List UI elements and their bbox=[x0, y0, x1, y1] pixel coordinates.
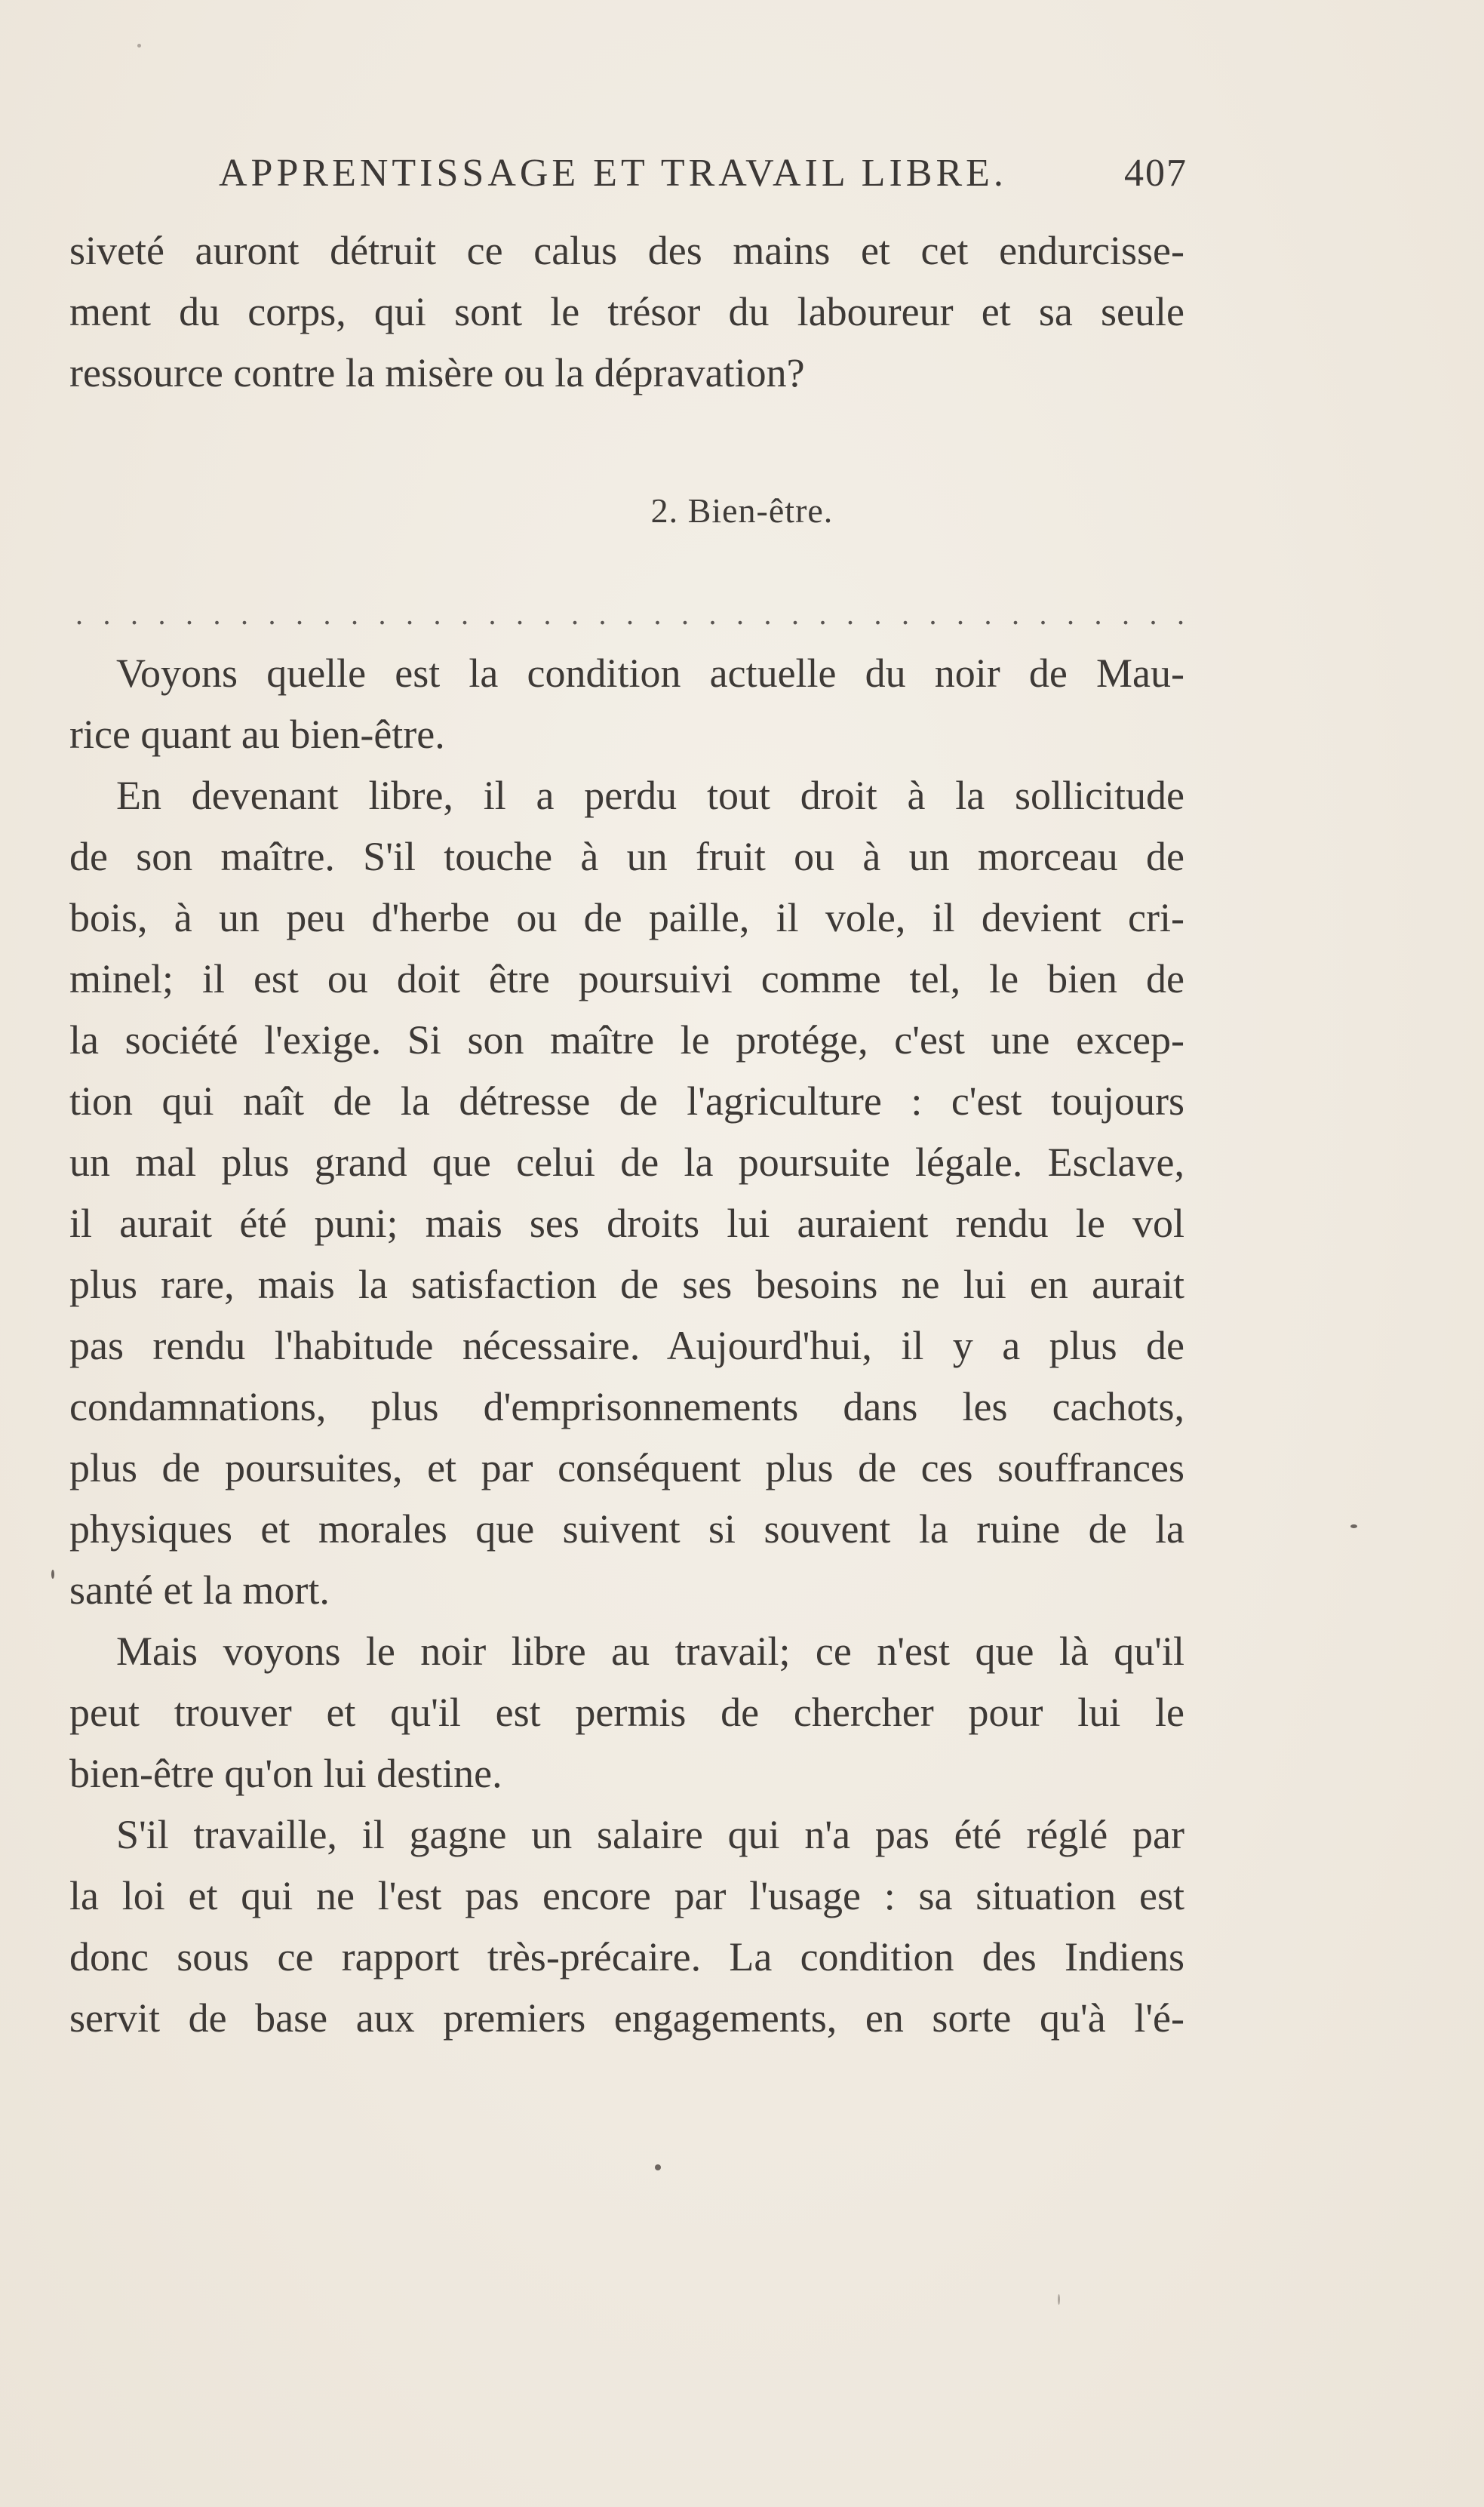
paper-speck bbox=[655, 2164, 661, 2170]
text-line: peut trouver et qu'il est permis de chercher pour lui le bbox=[69, 1690, 1184, 1735]
text-line: il aurait été puni; mais ses droits lui auraient rendu le vol bbox=[69, 1201, 1184, 1246]
opening-paragraph bbox=[69, 220, 1184, 404]
text-line: physiques et morales que suivent si souvent la ruine de la bbox=[69, 1506, 1184, 1552]
text-line: bien-être qu'on lui destine. bbox=[69, 1751, 502, 1796]
body-text bbox=[69, 643, 1184, 2049]
text-line: ment du corps, qui sont le trésor du laboureur et sa seule bbox=[69, 289, 1184, 334]
text-line: plus rare, mais la satisfaction de ses besoins ne lui en aurait bbox=[69, 1262, 1184, 1307]
text-line: ressource contre la misère ou la dépravation? bbox=[69, 350, 805, 395]
paper-speck bbox=[137, 44, 141, 48]
text-line: S'il travaille, il gagne un salaire qui n'a pas été réglé par bbox=[116, 1812, 1184, 1857]
section-heading: 2. Bien-être. bbox=[650, 491, 834, 530]
text-line: pas rendu l'habitude nécessaire. Aujourd'hui, il y a plus de bbox=[69, 1323, 1184, 1368]
text-line: Mais voyons le noir libre au travail; ce n'est que là qu'il bbox=[116, 1629, 1184, 1674]
page-number: 407 bbox=[1124, 152, 1188, 195]
running-head bbox=[219, 151, 1200, 204]
paper-speck bbox=[1350, 1524, 1357, 1528]
text-line: donc sous ce rapport très-précaire. La condition des Indiens bbox=[69, 1934, 1184, 1979]
text-line: la société l'exige. Si son maître le protége, c'est une excep- bbox=[69, 1017, 1184, 1063]
text-line: rice quant au bien-être. bbox=[69, 712, 445, 757]
text-line: siveté auront détruit ce calus des mains et cet endurcisse- bbox=[69, 228, 1184, 273]
text-line: bois, à un peu d'herbe ou de paille, il vole, il devient cri- bbox=[69, 895, 1184, 940]
text-line: tion qui naît de la détresse de l'agriculture : c'est toujours bbox=[69, 1078, 1184, 1124]
text-line: minel; il est ou doit être poursuivi comme tel, le bien de bbox=[69, 956, 1184, 1001]
text-line: un mal plus grand que celui de la poursuite légale. Esclave, bbox=[69, 1140, 1184, 1185]
paper-speck bbox=[51, 1570, 54, 1579]
text-line: plus de poursuites, et par conséquent plus de ces souffrances bbox=[69, 1445, 1184, 1490]
text-line: santé et la mort. bbox=[69, 1567, 330, 1613]
running-head-title: APPRENTISSAGE ET TRAVAIL LIBRE. bbox=[219, 152, 1007, 195]
text-line: condamnations, plus d'emprisonnements dans les cachots, bbox=[69, 1384, 1184, 1429]
text-line: En devenant libre, il a perdu tout droit à la sollicitude bbox=[116, 773, 1184, 818]
ellipsis-rule: . . . . . . . . . . . . . . . . . . . . . . . . . . . . . . . . . . . . . . . . . bbox=[75, 597, 1184, 626]
paper-speck bbox=[1058, 2294, 1060, 2305]
text-line: la loi et qui ne l'est pas encore par l'usage : sa situation est bbox=[69, 1873, 1184, 1918]
text-line: de son maître. S'il touche à un fruit ou à un morceau de bbox=[69, 834, 1184, 879]
text-line: Voyons quelle est la condition actuelle du noir de Mau- bbox=[116, 651, 1184, 696]
text-line: servit de base aux premiers engagements, en sorte qu'à l'é- bbox=[69, 1995, 1184, 2041]
